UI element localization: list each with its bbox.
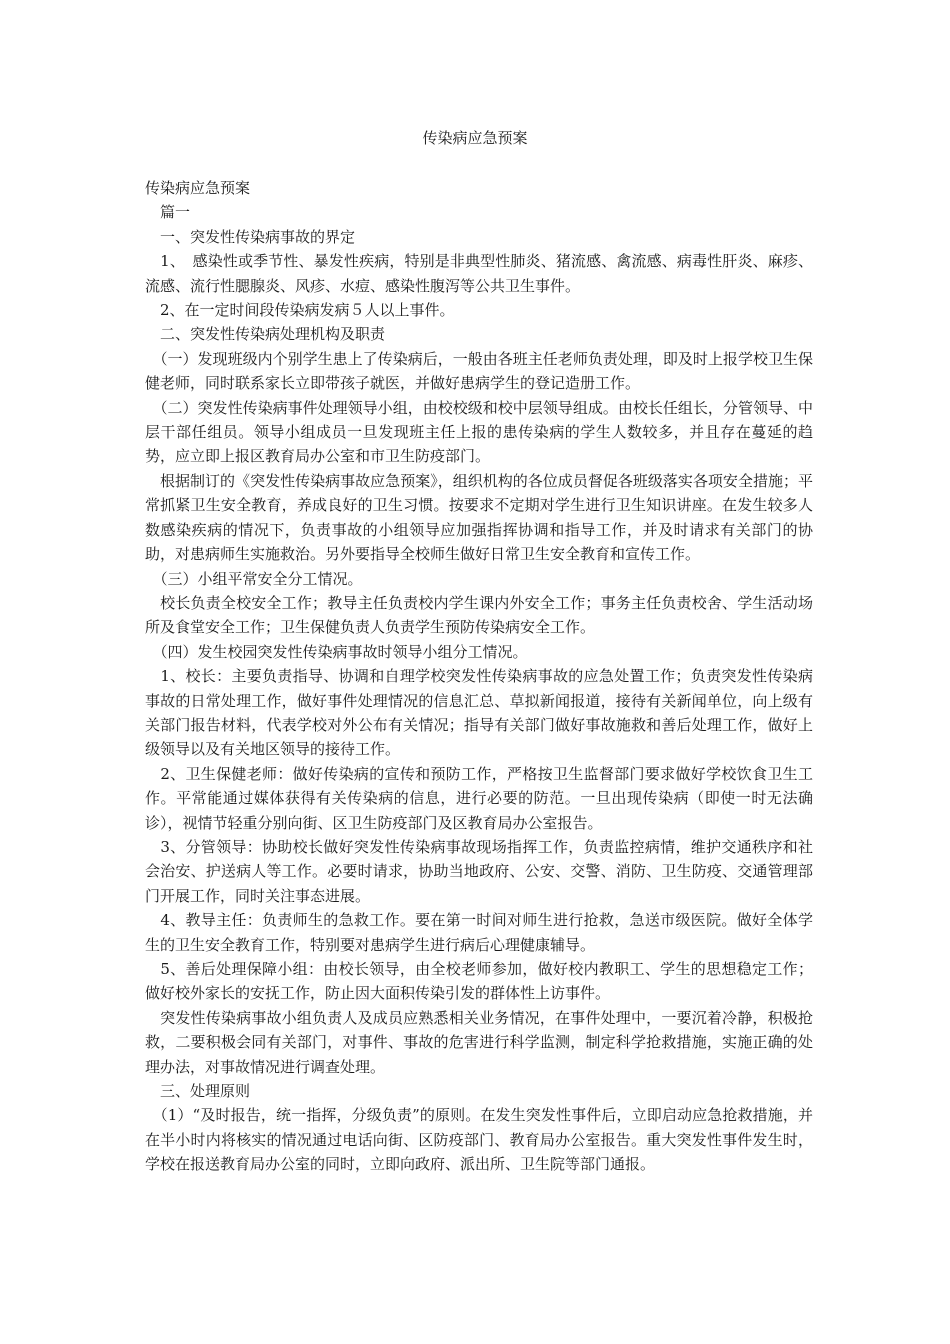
paragraph: （三）小组平常安全分工情况。	[145, 569, 363, 588]
section-label: 篇一	[145, 203, 191, 222]
paragraph: （1）“及时报告，统一指挥，分级负责”的原则。在发生突发性事件后，立即启动应急抢救措施，并在半小时内将核实的情况通过电话向街、区防疫部门、教育局办公室报告。重大突发性事件发生时，学校在报送教育局办公室的同时，立即向政府、派出所、卫生院等部门通报。	[145, 1106, 813, 1174]
paragraph: 2、在一定时间段传染病发病５人以上事件。	[145, 301, 455, 320]
paragraph: 突发性传染病事故小组负责人及成员应熟悉相关业务情况，在事件处理中，一要沉着冷静，积极抢救，二要积极会同有关部门，对事件、事故的危害进行科学监测，制定科学抢救措施，实施正确的处理办法，对事故情况进行调查处理。	[145, 1008, 813, 1076]
paragraph: 校长负责全校安全工作；教导主任负责校内学生课内外安全工作；事务主任负责校舍、学生活动场所及食堂安全工作；卫生保健负责人负责学生预防传染病安全工作。	[145, 593, 813, 637]
paragraph: 4、教导主任：负责师生的急救工作。要在第一时间对师生进行抢救，急送市级医院。做好全体学生的卫生安全教育工作，特别要对患病学生进行病后心理健康辅导。	[145, 911, 813, 954]
page-title: 传染病应急预案	[422, 129, 528, 147]
paragraph: 根据制订的《突发性传染病事故应急预案》，组织机构的各位成员督促各班级落实各项安全措施；平常抓紧卫生安全教育，养成良好的卫生习惯。按要求不定期对学生进行卫生知识讲座。在发生较多人数感染疾病的情况下，负责事故的小组领导应加强指挥协调和指导工作，并及时请求有关部门的协助，对患病师生实施救治。另外要指导全校师生做好日常卫生安全教育和宣传工作。	[145, 471, 813, 564]
paragraph: 3、分管领导：协助校长做好突发性传染病事故现场指挥工作，负责监控病情，维护交通秩序和社会治安、护送病人等工作。必要时请求，协助当地政府、公安、交警、消防、卫生防疫、交通管理部门开展工作，同时关注事态进展。	[145, 837, 813, 905]
section-heading-2: 二、突发性传染病处理机构及职责	[145, 325, 386, 344]
paragraph: 1、校长：主要负责指导、协调和自理学校突发性传染病事故的应急处置工作；负责突发性传染病事故的日常处理工作，做好事件处理情况的信息汇总、草拟新闻报道，接待有关新闻单位，向上级有关部门报告材料，代表学校对外公布有关情况；指导有关部门做好事故施救和善后处理工作，做好上级领导以及有关地区领导的接待工作。	[145, 667, 813, 759]
paragraph: （四）发生校园突发性传染病事故时领导小组分工情况。	[145, 642, 528, 661]
paragraph: 2、卫生保健老师：做好传染病的宣传和预防工作，严格按卫生监督部门要求做好学校饮食卫生工作。平常能通过媒体获得有关传染病的信息，进行必要的防范。一旦出现传染病（即使一时无法确诊），视情节轻重分别向街、区卫生防疫部门及区教育局办公室报告。	[145, 764, 813, 832]
section-heading-1: 一、突发性传染病事故的界定	[145, 227, 356, 246]
paragraph: （二）突发性传染病事件处理领导小组，由校校级和校中层领导组成。由校长任组长，分管领导、中层干部任组员。领导小组成员一旦发现班主任上报的患传染病的学生人数较多，并且存在蔓延的趋势，应立即上报区教育局办公室和市卫生防疫部门。	[145, 398, 813, 466]
body-heading: 传染病应急预案	[145, 179, 251, 197]
paragraph: 5、善后处理保障小组：由校长领导，由全校老师参加，做好校内教职工、学生的思想稳定工作；做好校外家长的安抚工作，防止因大面积传染引发的群体性上访事件。	[145, 960, 813, 1003]
document-body	[145, 176, 813, 1177]
paragraph: 1、 感染性或季节性、暴发性疾病，特别是非典型性肺炎、猪流感、禽流感、病毒性肝炎、麻疹、流感、流行性腮腺炎、风疹、水痘、感染性腹泻等公共卫生事件。	[145, 252, 813, 295]
paragraph: （一）发现班级内个别学生患上了传染病后，一般由各班主任老师负责处理，即及时上报学校卫生保健老师，同时联系家长立即带孩子就医，并做好患病学生的登记造册工作。	[145, 349, 813, 393]
section-heading-3: 三、处理原则	[145, 1082, 251, 1101]
